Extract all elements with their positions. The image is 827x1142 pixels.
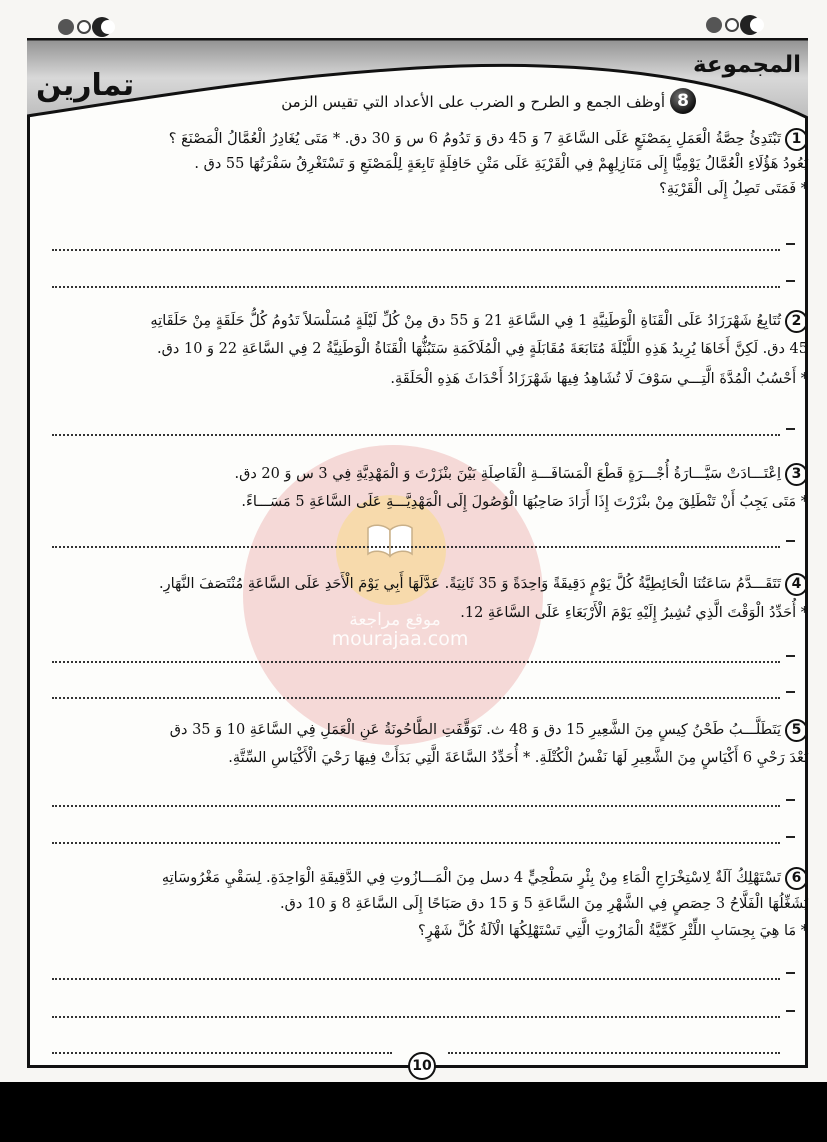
exercise-line: * أُحَدِّدُ الْوَقْتَ الَّذِي تُشِيرُ إِلَيْهِ يَوْمَ الْأَرْبَعَاءِ عَلَى السَّاعَةِ 12. — [460, 605, 808, 621]
answer-line[interactable] — [52, 286, 780, 288]
answer-line[interactable] — [52, 1016, 780, 1018]
watermark-site: mourajaa.com — [331, 628, 469, 650]
watermark-arabic: موقع مراجعة — [349, 610, 441, 630]
answer-line[interactable] — [52, 434, 780, 436]
exercise-2 — [40, 309, 808, 394]
title-group: المجموعة — [692, 52, 801, 78]
exercise-line: * فَمَتَى تَصِلُ إِلَى الْقَرْيَةِ؟ — [659, 181, 808, 197]
exercise-number: 1 — [785, 128, 808, 151]
banner-ribbon-shape — [27, 38, 808, 126]
exercise-line: * أَحْسُبُ الْمُدَّةَ الَّتِـــي سَوْفَ لَا تُشَاهِدُ فِيهَا شَهْرَزَادُ أَحْدَاثَ هَذِهِ الْحَلَقَةِ. — [390, 371, 808, 387]
answer-line-marker — [786, 428, 795, 430]
exercise-line: تَبْتَدِئُ حِصَّةُ الْعَمَلِ بِمَصْنَعٍ عَلَى السَّاعَةِ 7 وَ 45 دق وَ تَدُومُ 6 س وَ 30 دق. * مَتَى يُغَادِرُ الْعُمَّالُ الْمَصْنَعَ ؟ — [168, 131, 781, 147]
exercise-line: تَسْتَهْلِكُ آلَةٌ لِاسْتِخْرَاجِ الْمَاءِ مِنْ بِئْرٍ سَطْحِيٍّ 4 دسل مِنَ الْمَـــازُوتِ فِي الدَّقِيقَةِ الْوَاحِدَةِ. لِسَقْيِ مَغْرُوسَاتِهِ — [161, 870, 781, 886]
exercise-line: * مَتَى يَجِبُ أَنْ تَنْطَلِقَ مِنْ بنْزَرْتَ إِذَا أَرَادَ صَاحِبُهَا الْوُصُولَ إِلَى الْمَهْدِيَّـــةِ عَلَى السَّاعَةِ 5 مَسَـــاءً. — [241, 494, 808, 510]
answer-line-marker — [786, 972, 795, 974]
group-number-badge: 8 — [670, 88, 696, 114]
exercise-3 — [40, 462, 808, 517]
answer-line[interactable] — [52, 697, 780, 699]
answer-line[interactable] — [52, 805, 780, 807]
answer-line-marker — [786, 243, 795, 245]
exercise-4 — [40, 572, 808, 629]
beads-ornament-right — [700, 10, 780, 40]
answer-line-marker — [786, 540, 795, 542]
answer-line-marker — [786, 280, 795, 282]
book-icon — [365, 520, 415, 560]
answer-line[interactable] — [52, 978, 780, 980]
exercise-line: بَعْدَ رَحْيِ 6 أَكْيَاسٍ مِنَ الشَّعِيرِ لَهَا نَفْسُ الْكُتْلَةِ. * أُحَدِّدُ السَّاعَةَ الَّتِي بَدَأَتْ فِيهَا رَحْيَ الْأَكْيَاسِ السِّتَّةِ. — [228, 750, 808, 766]
exercise-number: 5 — [785, 719, 808, 742]
exercise-6 — [40, 866, 808, 945]
exercise-line: يُشَغِّلُهَا الْفَلَّاحُ 3 حِصَصٍ فِي الشَّهْرِ مِنَ السَّاعَةِ 5 وَ 15 دق صَبَاحًا إِلَى السَّاعَةِ 8 وَ 10 دق. — [280, 896, 808, 912]
exercise-line: * مَا هِيَ بِحِسَابِ اللِّتْرِ كَمِّيَّةُ الْمَازُوتِ الَّتِي تَسْتَهْلِكُهَا الْآلَةُ كُلَّ شَهْرٍ؟ — [418, 923, 808, 939]
exercise-line: يَعُودُ هَؤُلَاءِ الْعُمَّالُ يَوْمِيًّا إِلَى مَنَازِلِهِمْ فِي الْقَرْيَةِ عَلَى مَتْنِ حَافِلَةٍ تَابِعَةٍ لِلْمَصْنَعِ وَ تَسْتَغْرِقُ سَفْرَتُهَا 55 دق . — [194, 156, 808, 172]
answer-line[interactable] — [52, 546, 780, 548]
title-exercises: تمارين — [36, 68, 135, 103]
exercise-line: تُتَابِعُ شَهْرَزَادُ عَلَى الْقَنَاةِ الْوَطَنِيَّةِ 1 فِي السَّاعَةِ 21 وَ 55 دق مِنْ كُلِّ لَيْلَةٍ مُسَلْسَلاً تَدُومُ كُلُّ حَلَقَةٍ مِنْ حَلَقَاتِهِ — [150, 313, 781, 329]
answer-line-marker — [786, 1010, 795, 1012]
answer-line[interactable] — [52, 661, 780, 663]
answer-line-marker — [786, 655, 795, 657]
exercise-line: يَتَطَلَّـــبُ طَحْنُ كِيسٍ مِنَ الشَّعِيرِ 15 دق وَ 48 ث. تَوَقَّفَتِ الطَّاحُونَةُ عَنِ الْعَمَلِ فِي السَّاعَةِ 10 وَ 35 دق — [169, 722, 781, 738]
exercise-number: 2 — [785, 310, 808, 333]
answer-line[interactable] — [448, 1052, 780, 1054]
answer-line-marker — [786, 836, 795, 838]
exercise-1 — [40, 127, 808, 202]
answer-line[interactable] — [52, 249, 780, 251]
exercise-number: 3 — [785, 463, 808, 486]
beads-ornament-left — [52, 12, 122, 42]
page-number: 10 — [408, 1052, 436, 1080]
answer-line-marker — [786, 691, 795, 693]
exercise-line: اِعْتَـــادَتْ سَيَّـــارَةُ أُجْـــرَةٍ قَطْعَ الْمَسَافَـــةِ الْفَاصِلَةِ بَيْنَ بنْزَرْتَ وَ الْمَهْدِيَّةِ فِي 3 س وَ 20 دق. — [234, 466, 781, 482]
exercise-line: تَتَقَـــدَّمُ سَاعَتُنَا الْحَائِطِيَّةُ كُلَّ يَوْمٍ دَقِيقَةً وَاحِدَةً وَ 35 ثَانِيَةً. عَدَّلَهَا أَبِي يَوْمَ الْأَحَدِ عَلَى السَّاعَةِ مُنْتَصَفَ النَّهَارِ. — [158, 576, 781, 592]
answer-line[interactable] — [52, 842, 780, 844]
header-banner — [27, 38, 808, 126]
exercise-5 — [40, 718, 808, 773]
exercise-line: 45 دق. لَكِنَّ أَخَاهَا يُرِيدُ هَذِهِ اللَّيْلَةَ مُتَابَعَةَ مُقَابَلَةٍ فِي الْمُلَاكَمَةِ سَتَبُثُّهَا الْقَنَاةُ الْوَطَنِيَّةُ 2 فِي السَّاعَةِ 22 وَ 10 دق. — [157, 341, 808, 357]
exercise-number: 4 — [785, 573, 808, 596]
answer-line[interactable] — [52, 1052, 392, 1054]
objective-text: أوظف الجمع و الطرح و الضرب على الأعداد التي تقيس الزمن — [281, 93, 665, 111]
answer-line-marker — [786, 799, 795, 801]
exercise-number: 6 — [785, 867, 808, 890]
